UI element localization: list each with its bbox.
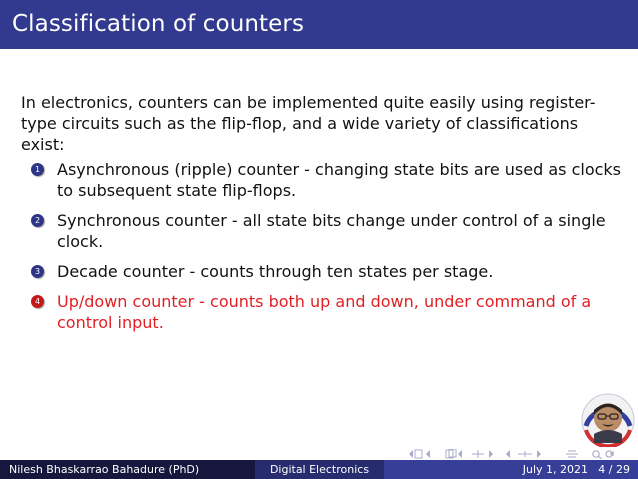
slide-body: [21, 92, 621, 342]
subsection-icon[interactable]: [518, 451, 532, 457]
list-item: [21, 261, 621, 282]
footer-author: Nilesh Bhaskarrao Bahadure (PhD): [0, 460, 255, 479]
beamer-navigation-symbols: [400, 449, 622, 459]
slide-title: Classification of counters: [12, 11, 305, 37]
list-item: [21, 210, 621, 252]
first-frame-icon[interactable]: [409, 450, 422, 458]
slide-icon[interactable]: [446, 449, 456, 458]
footer-page-number: 4 / 29: [598, 463, 630, 476]
item-number-badge: 2: [31, 214, 44, 227]
intro-paragraph: In electronics, counters can be implemented quite easily using register-type circuits such as the flip-flop, and a wide variety of classifications exist:: [21, 93, 596, 154]
footer-date: July 1, 2021: [522, 463, 588, 476]
list-item-text: Synchronous counter - all state bits change under control of a single clock.: [57, 211, 606, 251]
list-item: [21, 159, 621, 201]
next-subsection-icon[interactable]: [537, 450, 541, 458]
footer-course: Digital Electronics: [255, 460, 384, 479]
align-icon[interactable]: [566, 451, 578, 457]
title-bar: [0, 0, 638, 49]
search-icon[interactable]: [593, 451, 613, 459]
item-number-badge: 4: [31, 295, 44, 308]
footer-bar: [0, 460, 638, 479]
list-item-text: Asynchronous (ripple) counter - changing state bits are used as clocks to subsequent state flip-flops.: [57, 160, 621, 200]
list-item-highlighted: [21, 291, 621, 333]
prev-frame-icon[interactable]: [426, 450, 430, 458]
footer-info: [384, 460, 638, 479]
item-number-badge: 3: [31, 265, 44, 278]
next-section-icon[interactable]: [489, 450, 493, 458]
list-item-text: Decade counter - counts through ten states per stage.: [57, 262, 494, 281]
classification-list: [21, 159, 621, 333]
prev-section-icon[interactable]: [458, 450, 462, 458]
item-number-badge: 1: [31, 163, 44, 176]
presenter-logo: [581, 393, 635, 447]
list-item-text: Up/down counter - counts both up and down, under command of a control input.: [57, 292, 592, 332]
prev-subsection-icon[interactable]: [506, 450, 510, 458]
section-icon[interactable]: [472, 450, 484, 458]
